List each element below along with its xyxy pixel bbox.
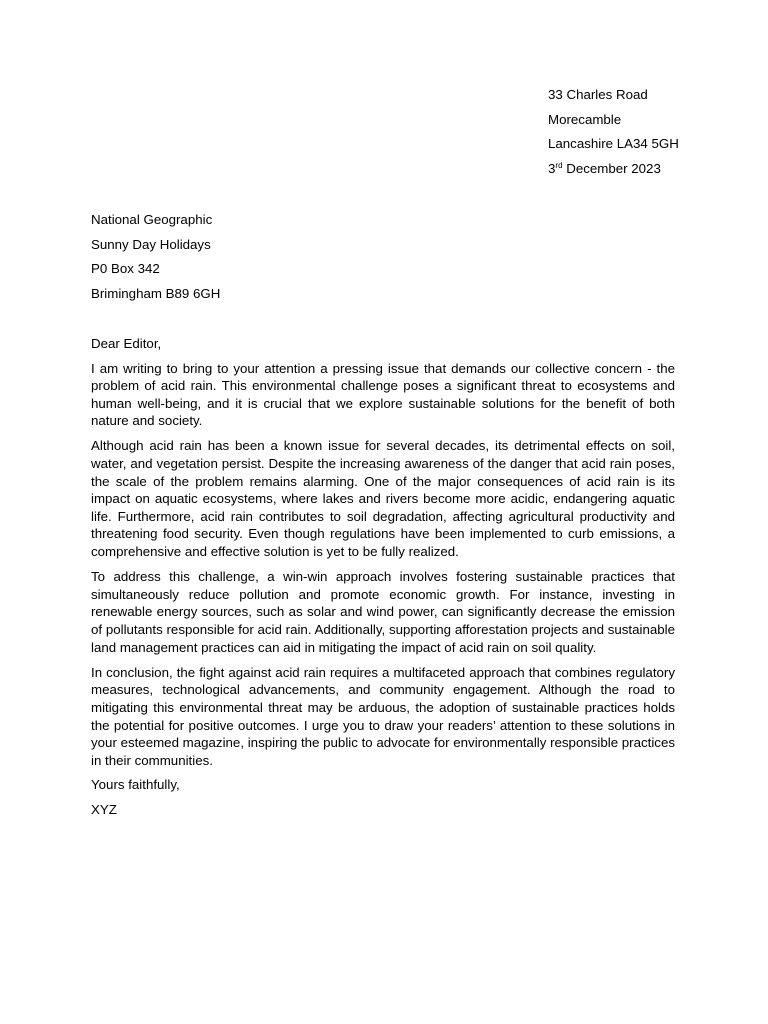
closing: Yours faithfully, bbox=[91, 777, 180, 792]
recipient-address bbox=[91, 211, 391, 310]
body-paragraph-3: To address this challenge, a win-win approach involves fostering sustainable practices that simultaneously reduce pollution and promote economic growth. For instance, investing in renewable energy sources, such as solar and wind power, can significantly decrease the emission of pollutants responsible for acid rain. Additionally, supporting afforestation projects and sustainable land management practices can aid in mitigating the impact of acid rain on soil quality. bbox=[91, 569, 675, 655]
signature: XYZ bbox=[91, 802, 117, 817]
salutation: Dear Editor, bbox=[91, 336, 162, 351]
body-paragraph-4: In conclusion, the fight against acid rain requires a multifaceted approach that combines regulatory measures, technological advancements, and community engagement. Although the road to mitigating this environmental threat may be arduous, the adoption of sustainable practices holds the potential for positive outcomes. I urge you to draw your readers’ attention to these solutions in your esteemed magazine, inspiring the public to advocate for environmentally responsible practices in their communities. bbox=[91, 664, 675, 768]
date-month-year: December 2023 bbox=[562, 161, 661, 177]
recipient-line-1: National Geographic bbox=[91, 212, 213, 227]
sender-town: Morecamble bbox=[548, 111, 622, 127]
body-paragraph-1: I am writing to bring to your attention a pressing issue that demands our collective concern - the problem of acid rain. This environmental challenge poses a significant threat to ecosystems and human well-being, and it is crucial that we explore sustainable solutions for the benefit of both nature and society. bbox=[91, 360, 675, 429]
date-ordinal-suffix: rd bbox=[555, 161, 563, 171]
sender-street: 33 Charles Road bbox=[548, 87, 648, 102]
body-paragraph-2: Although acid rain has been a known issue for several decades, its detrimental effects on soil, water, and vegetation persist. Despite the increasing awareness of the danger that acid rain poses, the scale of the problem remains alarming. One of the major consequences of acid rain is its impact on aquatic ecosystems, where lakes and rivers become more acidic, endangering aquatic life. Furthermore, acid rain contributes to soil degradation, affecting agricultural productivity and threatening food security. Even though regulations have been implemented to curb emissions, a comprehensive and effective solution is yet to be fully realized. bbox=[91, 438, 675, 560]
recipient-line-2: Sunny Day Holidays bbox=[91, 236, 211, 252]
recipient-line-4: Brimingham B89 6GH bbox=[91, 286, 221, 302]
letter-date bbox=[548, 160, 748, 185]
letter-body bbox=[91, 360, 675, 777]
sender-county-postcode: Lancashire LA34 5GH bbox=[548, 136, 679, 152]
sender-address bbox=[548, 86, 748, 185]
date-day: 3 bbox=[548, 161, 556, 177]
recipient-line-3: P0 Box 342 bbox=[91, 261, 160, 277]
